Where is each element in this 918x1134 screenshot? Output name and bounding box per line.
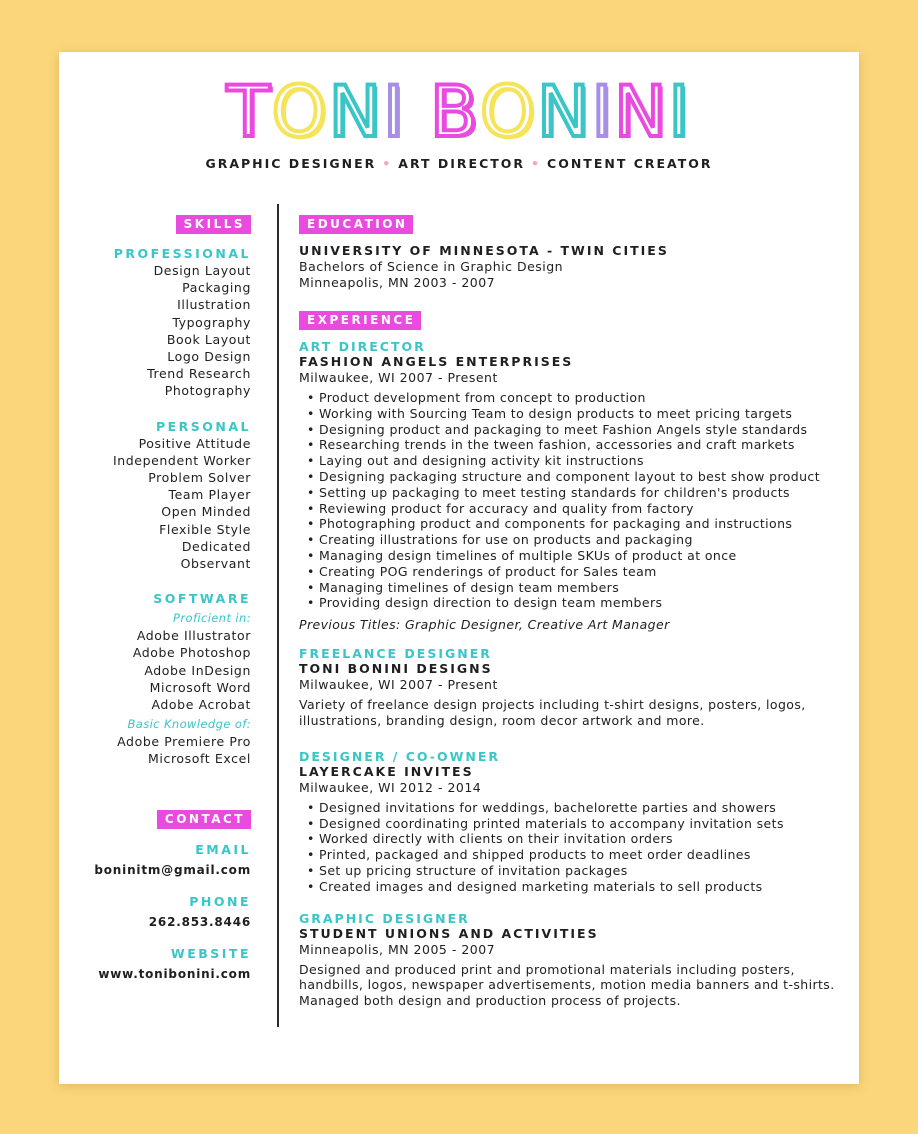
job-role: DESIGNER / CO-OWNER xyxy=(299,748,500,764)
bullet-item: • Created images and designed marketing materials to sell products xyxy=(319,879,839,895)
job-description: Variety of freelance design projects including t-shirt designs, posters, logos, illustrations, branding design, room decor artwork and more. xyxy=(299,697,806,728)
skill-item: Problem Solver xyxy=(148,470,251,486)
resume-page xyxy=(59,52,859,1084)
tagline xyxy=(59,156,859,171)
name-letter: I xyxy=(668,71,692,153)
skills-section xyxy=(59,213,251,768)
tagline-role-3: CONTENT CREATOR xyxy=(547,156,713,171)
bullet-item: • Providing design direction to design team members xyxy=(319,595,839,611)
job-role: ART DIRECTOR xyxy=(299,339,426,354)
job-meta: Milwaukee, WI 2012 - 2014 xyxy=(299,779,482,795)
contact-section xyxy=(59,808,251,983)
skills-heading: SKILLS xyxy=(176,215,251,234)
degree: Bachelors of Science in Graphic Design xyxy=(299,259,564,274)
bullet-item: • Laying out and designing activity kit instructions xyxy=(319,453,839,469)
phone-value[interactable]: 262.853.8446 xyxy=(148,915,251,929)
name-letter: I xyxy=(383,71,406,153)
name-letter: B xyxy=(429,71,481,153)
name-letter: T xyxy=(226,71,272,153)
job-entry xyxy=(299,646,839,729)
bullet-item: • Creating POG renderings of product for Sales team xyxy=(319,564,839,580)
resume-name xyxy=(59,72,859,152)
tagline-dot: • xyxy=(531,156,542,171)
email-label: EMAIL xyxy=(195,842,251,857)
job-description: Designed and produced print and promotional materials including posters, handbills, logos, newspaper advertisements, motion media banners and t-shirts. Managed both design and production process of projects. xyxy=(299,961,835,1009)
education-heading: EDUCATION xyxy=(299,215,413,234)
basic-knowledge-label: Basic Knowledge of: xyxy=(127,717,251,732)
skill-item: Book Layout xyxy=(166,331,251,347)
email-value[interactable]: boninitm@gmail.com xyxy=(94,863,251,877)
name-letter: I xyxy=(591,71,615,153)
phone-label: PHONE xyxy=(189,894,251,909)
software-item: Adobe Premiere Pro xyxy=(117,734,251,750)
bullet-item: • Product development from concept to production xyxy=(319,390,839,406)
personal-list xyxy=(59,435,251,573)
skill-item: Open Minded xyxy=(161,504,251,520)
software-item: Adobe Photoshop xyxy=(132,645,251,661)
bullet-item: • Designing product and packaging to meet Fashion Angels style standards xyxy=(319,422,839,438)
software-item: Adobe Illustrator xyxy=(136,628,251,644)
skill-item: Typography xyxy=(172,314,251,330)
software-item: Microsoft Word xyxy=(149,679,251,695)
experience-section xyxy=(299,309,839,1009)
basic-list xyxy=(59,733,251,767)
contact-heading: CONTACT xyxy=(157,810,251,829)
job-meta: Minneapolis, MN 2005 - 2007 xyxy=(299,941,496,957)
name-letter: N xyxy=(537,71,592,153)
skill-item: Trend Research xyxy=(147,366,251,382)
job-entry xyxy=(299,339,839,633)
proficient-label: Proficient in: xyxy=(173,611,251,626)
bullet-item: • Working with Sourcing Team to design products to meet pricing targets xyxy=(319,406,839,422)
bullet-item: • Setting up packaging to meet testing standards for children's products xyxy=(319,485,839,501)
job-org: TONI BONINI DESIGNS xyxy=(299,661,493,677)
tagline-dot: • xyxy=(382,156,393,171)
skill-item: Team Player xyxy=(168,487,251,503)
proficient-list xyxy=(59,627,251,713)
skill-item: Independent Worker xyxy=(112,452,251,468)
skill-item: Illustration xyxy=(177,297,251,313)
school-name: UNIVERSITY OF MINNESOTA - TWIN CITIES xyxy=(299,243,669,258)
job-org: FASHION ANGELS ENTERPRISES xyxy=(299,354,574,369)
bullet-item: • Designing packaging structure and component layout to best show product xyxy=(319,469,839,485)
bullet-item: • Set up pricing structure of invitation packages xyxy=(319,863,839,879)
name-letter xyxy=(406,72,430,152)
skill-item: Flexible Style xyxy=(159,521,251,537)
job-meta: Milwaukee, WI 2007 - Present xyxy=(299,677,498,693)
school-location: Minneapolis, MN 2003 - 2007 xyxy=(299,275,496,290)
skill-item: Design Layout xyxy=(153,263,251,278)
experience-heading: EXPERIENCE xyxy=(299,311,421,330)
software-item: Adobe InDesign xyxy=(144,662,251,678)
website-value[interactable]: www.tonibonini.com xyxy=(98,967,251,981)
skill-item: Dedicated xyxy=(181,538,251,554)
name-letter: N xyxy=(614,71,669,153)
bullet-item: • Worked directly with clients on their invitation orders xyxy=(319,831,839,847)
bullet-item: • Photographing product and components for packaging and instructions xyxy=(319,516,839,532)
name-letter: O xyxy=(271,71,329,153)
bullet-item: • Managing design timelines of multiple SKUs of product at once xyxy=(319,548,839,564)
job-role: FREELANCE DESIGNER xyxy=(299,646,492,662)
website-label: WEBSITE xyxy=(170,946,251,961)
name-letter: N xyxy=(328,71,384,153)
personal-heading: PERSONAL xyxy=(155,418,251,434)
skill-item: Logo Design xyxy=(167,349,251,365)
skill-item: Observant xyxy=(180,556,251,572)
job-bullets xyxy=(299,800,839,895)
job-meta: Milwaukee, WI 2007 - Present xyxy=(299,370,498,385)
column-divider xyxy=(277,204,279,1027)
bullet-item: • Researching trends in the tween fashion, accessories and craft markets xyxy=(319,437,839,453)
bullet-item: • Managing timelines of design team members xyxy=(319,580,839,596)
education-section xyxy=(299,213,839,291)
name-letter: O xyxy=(480,71,538,153)
job-entry xyxy=(299,749,839,895)
skill-item: Photography xyxy=(164,383,251,399)
tagline-role-2: ART DIRECTOR xyxy=(398,156,526,171)
bullet-item: • Printed, packaged and shipped products to meet order deadlines xyxy=(319,847,839,863)
professional-list xyxy=(59,262,251,400)
tagline-role-1: GRAPHIC DESIGNER xyxy=(205,156,377,171)
professional-heading: PROFESSIONAL xyxy=(113,246,251,261)
bullet-item: • Designed coordinating printed materials to accompany invitation sets xyxy=(319,816,839,832)
job-org: LAYERCAKE INVITES xyxy=(299,763,474,779)
job-org: STUDENT UNIONS AND ACTIVITIES xyxy=(299,925,599,941)
software-item: Microsoft Excel xyxy=(148,751,251,767)
job-role: GRAPHIC DESIGNER xyxy=(299,910,470,926)
software-item: Adobe Acrobat xyxy=(151,697,251,713)
software-heading: SOFTWARE xyxy=(153,591,251,607)
bullet-item: • Creating illustrations for use on products and packaging xyxy=(319,532,839,548)
bullet-item: • Designed invitations for weddings, bachelorette parties and showers xyxy=(319,800,839,816)
job-bullets xyxy=(299,390,839,611)
bullet-item: • Reviewing product for accuracy and quality from factory xyxy=(319,501,839,517)
job-entry xyxy=(299,911,839,1009)
skill-item: Packaging xyxy=(182,280,251,296)
previous-titles: Previous Titles: Graphic Designer, Creative Art Manager xyxy=(299,617,670,633)
skill-item: Positive Attitude xyxy=(138,435,251,451)
